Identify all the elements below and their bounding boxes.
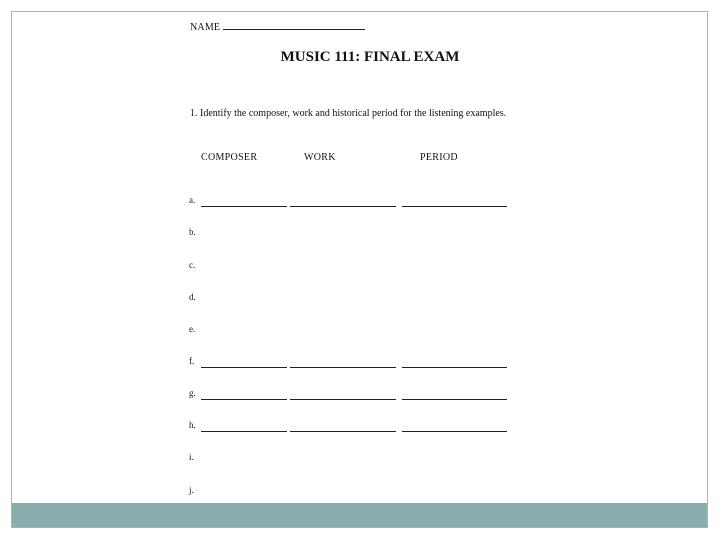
name-label: NAME [190,22,221,33]
answer-row [189,356,529,370]
exam-title: MUSIC 111: FINAL EXAM [280,49,460,65]
composer-blank[interactable] [201,399,287,400]
answer-row [189,195,529,209]
answer-row [189,485,529,499]
name-blank[interactable] [223,20,365,30]
period-blank[interactable] [402,367,507,368]
period-blank[interactable] [402,431,507,432]
row-letter: h. [189,420,196,430]
column-header-period: PERIOD [420,152,458,163]
answer-row [189,324,529,338]
row-letter: i. [189,452,194,462]
column-header-work: WORK [304,152,336,163]
answer-row [189,227,529,241]
row-letter: g. [189,388,196,398]
period-blank[interactable] [402,399,507,400]
row-letter: b. [189,227,196,237]
answer-row [189,292,529,306]
work-blank[interactable] [290,431,396,432]
row-letter: f. [189,356,195,366]
column-header-composer: COMPOSER [201,152,258,163]
name-field [190,20,365,33]
answer-row [189,260,529,274]
composer-blank[interactable] [201,431,287,432]
period-blank[interactable] [402,206,507,207]
footer-bar [12,503,707,527]
row-letter: j. [189,485,194,495]
row-letter: a. [189,195,196,205]
answer-row [189,452,529,466]
work-blank[interactable] [290,206,396,207]
work-blank[interactable] [290,367,396,368]
composer-blank[interactable] [201,367,287,368]
work-blank[interactable] [290,399,396,400]
answer-row [189,420,529,434]
composer-blank[interactable] [201,206,287,207]
row-letter: c. [189,260,196,270]
question-instruction: 1. Identify the composer, work and historical period for the listening examples. [190,108,507,119]
row-letter: d. [189,292,196,302]
answer-row [189,388,529,402]
row-letter: e. [189,324,196,334]
